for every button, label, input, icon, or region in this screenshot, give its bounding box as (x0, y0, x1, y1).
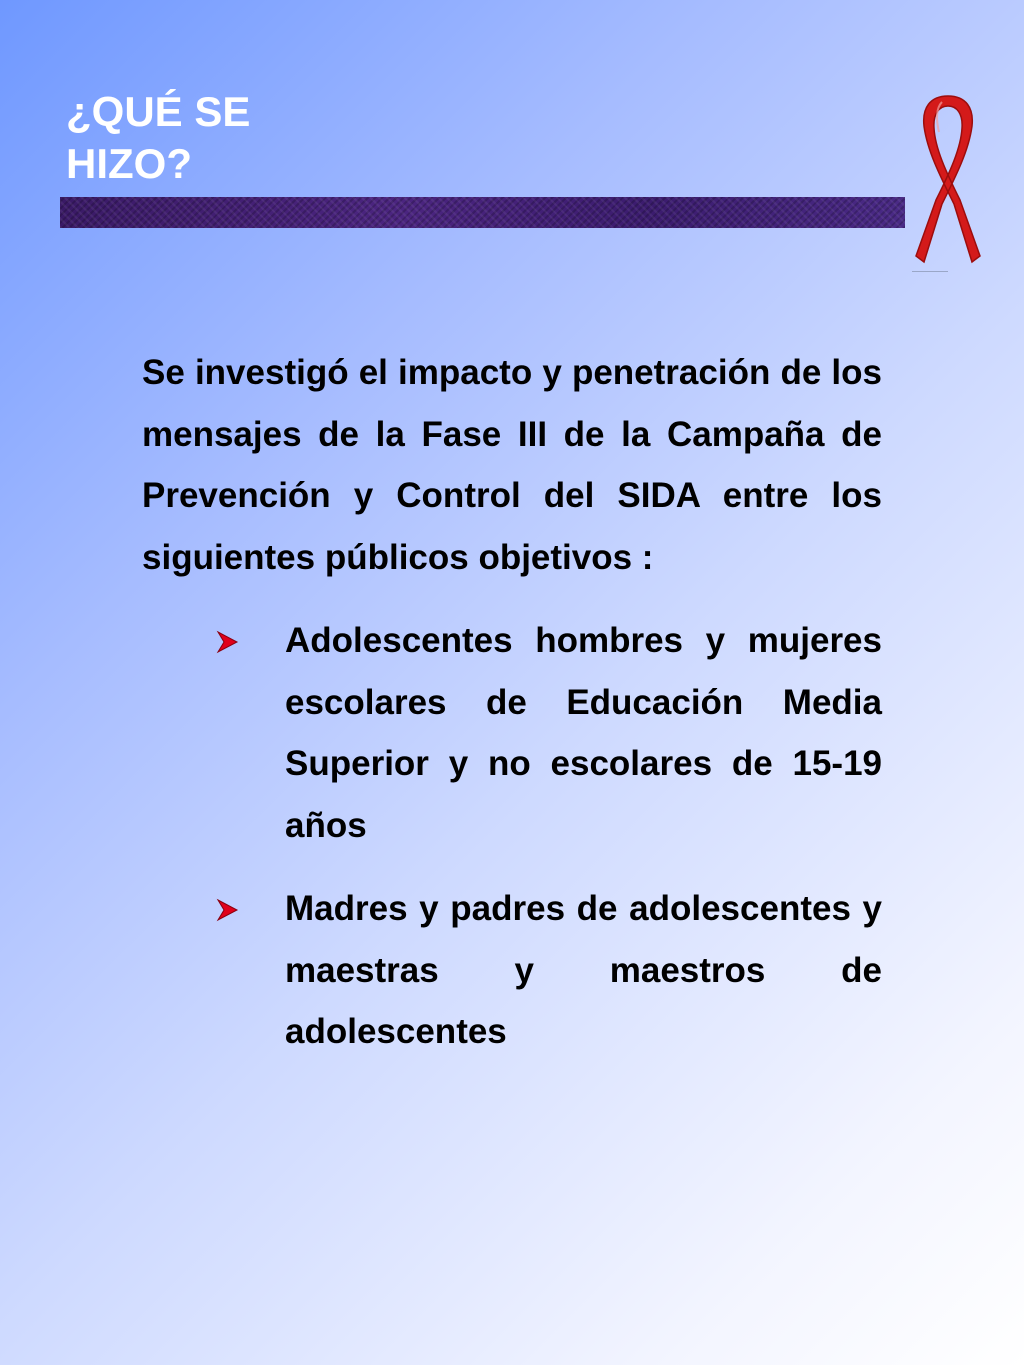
intro-paragraph: Se investigó el impacto y penetración de los mensajes de la Fase III de la Campaña de Prevención y Control del SIDA entre los siguientes públicos objetivos : (142, 353, 882, 577)
title-underline-bar (60, 197, 905, 228)
title-line-2: HIZO? (66, 140, 192, 187)
slide-body (142, 342, 882, 1085)
list-item (142, 610, 882, 856)
slide-title (66, 86, 250, 190)
arrowhead-bullet-icon (215, 630, 239, 654)
title-line-1: ¿QUÉ SE (66, 88, 251, 135)
ribbon-base-line (912, 271, 948, 272)
arrowhead-bullet-icon (215, 898, 239, 922)
list-item-text: Madres y padres de adolescentes y maestras y maestros de adolescentes (285, 889, 882, 1051)
list-item-text: Adolescentes hombres y mujeres escolares de Educación Media Superior y no escolares de 15-19 años (285, 621, 882, 845)
red-ribbon-icon (912, 92, 984, 268)
audience-list (142, 610, 882, 1063)
list-item (142, 878, 882, 1063)
